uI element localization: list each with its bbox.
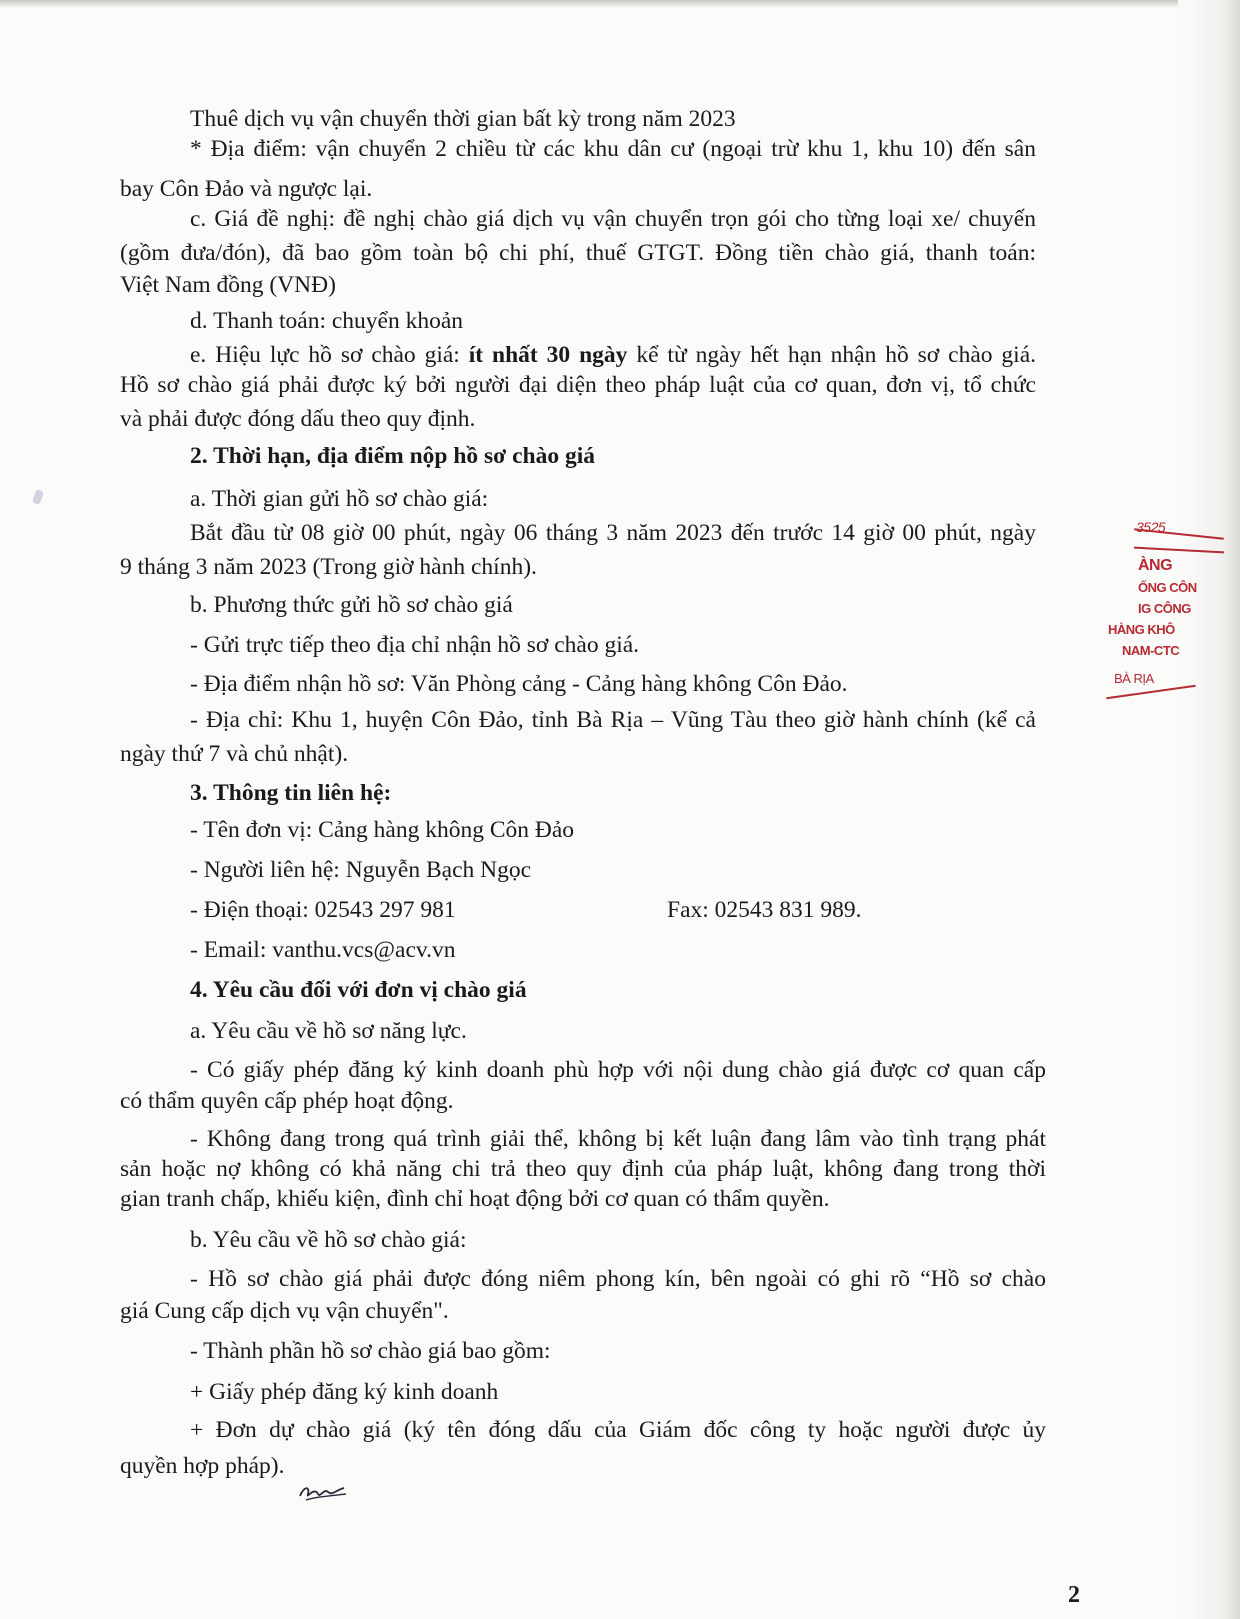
text-line: (gồm đưa/đón), đã bao gồm toàn bộ chi phí, thuế GTGT. Đồng tiền chào giá, thanh toán: [120, 240, 1036, 266]
scan-top-edge [0, 0, 1240, 8]
text-line: - Có giấy phép đăng ký kinh doanh phù hợp với nội dung chào giá được cơ quan cấp [190, 1057, 1046, 1083]
text-line: 9 tháng 3 năm 2023 (Trong giờ hành chính). [120, 554, 537, 580]
text-line: và phải được đóng dấu theo quy định. [120, 406, 476, 432]
scan-mark [32, 489, 44, 505]
stamp-text: BÀ RỊA [1114, 671, 1154, 686]
text-line: c. Giá đề nghị: đề nghị chào giá dịch vụ vận chuyển trọn gói cho từng loại xe/ chuyến [190, 206, 1036, 232]
text-line: - Hồ sơ chào giá phải được đóng niêm phong kín, bên ngoài có ghi rõ “Hồ sơ chào [190, 1266, 1046, 1292]
text-line: sản hoặc nợ không có khả năng chi trả theo quy định của pháp luật, không đang trong thời [120, 1156, 1046, 1182]
text-line: bay Côn Đảo và ngược lại. [120, 176, 373, 202]
stamp-text: IG CÔNG [1138, 601, 1191, 616]
page-number: 2 [1068, 1582, 1080, 1608]
text-line: Hồ sơ chào giá phải được ký bởi người đại diện theo pháp luật của cơ quan, đơn vị, tổ chức [120, 372, 1036, 398]
stamp-text: NAM-CTC [1122, 643, 1180, 658]
stamp-text: ỐNG CÔN [1138, 580, 1197, 595]
text-line: - Người liên hệ: Nguyễn Bạch Ngọc [190, 857, 532, 883]
text-line: + Đơn dự chào giá (ký tên đóng dấu của Giám đốc công ty hoặc người được ủy [190, 1417, 1046, 1443]
fax-line: Fax: 02543 831 989. [667, 897, 862, 923]
text-line: - Địa chỉ: Khu 1, huyện Côn Đảo, tỉnh Bà Rịa – Vũng Tàu theo giờ hành chính (kể cả [190, 707, 1036, 733]
text-line: - Tên đơn vị: Cảng hàng không Côn Đảo [190, 817, 575, 843]
text-line: Việt Nam đồng (VNĐ) [120, 272, 336, 298]
text-line: Bắt đầu từ 08 giờ 00 phút, ngày 06 tháng 3 năm 2023 đến trước 14 giờ 00 phút, ngày [190, 520, 1036, 546]
text-line: - Email: vanthu.vcs@acv.vn [190, 937, 456, 963]
text-line: quyền hợp pháp). [120, 1453, 285, 1479]
text-line: - Điện thoại: 02543 297 981 [190, 897, 456, 923]
stamp-text: ÀNG [1138, 557, 1173, 574]
text-line: gian tranh chấp, khiếu kiện, đình chỉ hoạt động bởi cơ quan có thẩm quyền. [120, 1186, 830, 1212]
section-heading: 2. Thời hạn, địa điểm nộp hồ sơ chào giá [190, 443, 595, 469]
text-line: b. Phương thức gửi hồ sơ chào giá [190, 592, 513, 618]
text-run: e. Hiệu lực hồ sơ chào giá: [190, 342, 469, 368]
stamp-text: 3525 [1136, 519, 1166, 535]
scan-right-edge [1178, 0, 1240, 1619]
text-line: * Địa điểm: vận chuyển 2 chiều từ các khu dân cư (ngoại trừ khu 1, khu 10) đến sân [190, 136, 1036, 162]
text-line: + Giấy phép đăng ký kinh doanh [190, 1379, 499, 1405]
text-run: kể từ ngày hết hạn nhận hồ sơ chào giá. [627, 342, 1037, 368]
text-line: Thuê dịch vụ vận chuyển thời gian bất kỳ trong năm 2023 [190, 106, 736, 132]
section-heading: 4. Yêu cầu đối với đơn vị chào giá [190, 977, 527, 1003]
text-line [190, 340, 1036, 370]
text-line: - Không đang trong quá trình giải thể, không bị kết luận đang lâm vào tình trạng phát [190, 1126, 1046, 1152]
official-seal-fragment [1108, 519, 1228, 725]
section-heading: 3. Thông tin liên hệ: [190, 780, 392, 806]
text-line: ngày thứ 7 và chủ nhật). [120, 741, 349, 767]
text-line: b. Yêu cầu về hồ sơ chào giá: [190, 1227, 467, 1253]
text-line: giá Cung cấp dịch vụ vận chuyển". [120, 1298, 449, 1324]
text-line: a. Thời gian gửi hồ sơ chào giá: [190, 486, 489, 512]
text-line: - Địa điểm nhận hồ sơ: Văn Phòng cảng - Cảng hàng không Côn Đảo. [190, 671, 848, 697]
text-line: - Thành phần hồ sơ chào giá bao gồm: [190, 1338, 551, 1364]
initials-signature [298, 1480, 350, 1511]
text-line: có thẩm quyên cấp phép hoạt động. [120, 1088, 454, 1114]
stamp-text: HÀNG KHÔ [1108, 622, 1175, 637]
text-line: - Gửi trực tiếp theo địa chỉ nhận hồ sơ chào giá. [190, 632, 640, 658]
text-line: d. Thanh toán: chuyển khoản [190, 308, 464, 334]
text-line: a. Yêu cầu về hồ sơ năng lực. [190, 1018, 467, 1044]
text-run-bold: ít nhất 30 ngày [468, 342, 628, 368]
